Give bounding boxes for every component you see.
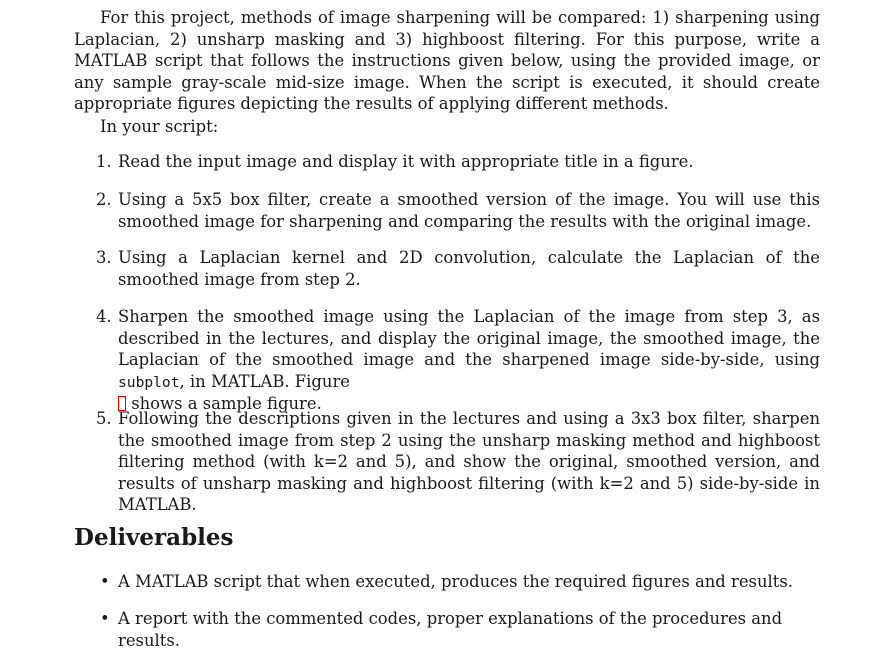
bullet-icon: • — [100, 572, 110, 591]
step-text — [118, 306, 820, 415]
code-subplot: subplot — [118, 373, 180, 391]
step-text: Following the descriptions given in the lectures and using a 3x3 box filter, sharpen the smoothed image from step 2 using the unsharp masking method and highboost filtering method (with k=2 and 5), and show the original, smoothed version, and results of unsharp masking and highboost filtering (with k=2 and 5) side-by-side in MATLAB. — [118, 409, 820, 515]
step-text: Using a Laplacian kernel and 2D convolution, calculate the Laplacian of the smoothed image from step 2. — [118, 248, 820, 289]
step-number: 5. — [96, 409, 112, 428]
step-text: Read the input image and display it with appropriate title in a figure. — [118, 152, 694, 171]
list-item-text: A report with the commented codes, proper explanations of the procedures and results. — [118, 609, 783, 650]
step-number: 3. — [96, 248, 112, 267]
step-text-part: , in MATLAB. Figure — [179, 371, 350, 391]
step-text-part: shows a sample figure. — [131, 394, 322, 414]
deliverables-heading: Deliverables — [74, 524, 234, 551]
bullet-icon: • — [100, 609, 110, 628]
list-item-text: A MATLAB script that when executed, produces the required figures and results. — [118, 572, 793, 591]
step-text: Using a 5x5 box filter, create a smoothed version of the image. You will use this smoothed image for sharpening and comparing the results with the original image. — [118, 190, 820, 231]
step-number: 2. — [96, 190, 112, 209]
step-number: 1. — [96, 152, 112, 171]
intro-paragraph: For this project, methods of image sharpening will be compared: 1) sharpening using Laplacian, 2) unsharp masking and 3) highboost filtering. For this purpose, write a MATLAB script that follows the instructions given below, using the provided image, or any sample gray-scale mid-size image. When the script is executed, it should create appropriate figures depicting the results of applying different methods. — [74, 8, 820, 114]
in-script-label: In your script: — [100, 117, 219, 136]
step-text-part: Sharpen the smoothed image using the Laplacian of the image from step 3, as described in the lectures, and display the original image, the smoothed image, the Laplacian of the smoothed image and the sharpened image side-by-side, using — [118, 307, 820, 370]
step-number: 4. — [96, 307, 112, 326]
